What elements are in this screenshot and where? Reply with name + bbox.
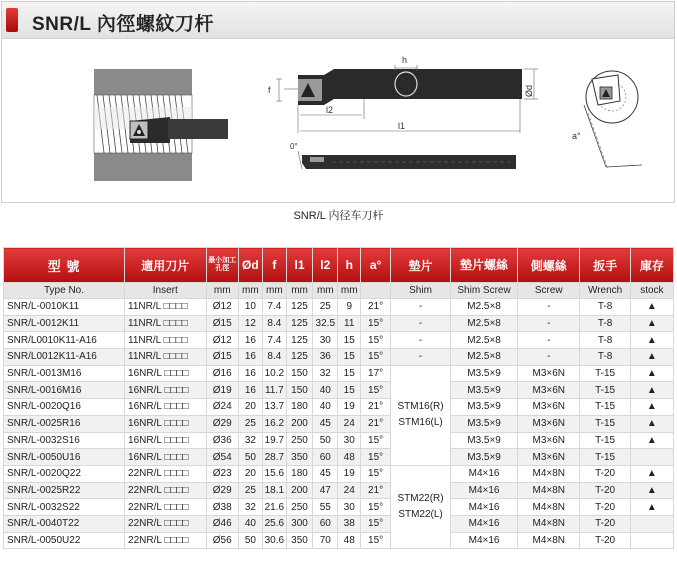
cell-insert: 16NR/L □□□□: [125, 399, 207, 416]
spec-table-body: [4, 299, 674, 549]
h-dim-label: h: [402, 55, 408, 65]
cell-stock: ▲: [630, 465, 673, 482]
cell-screw: M3×6N: [518, 365, 580, 382]
table-row: [4, 315, 674, 332]
cell-shim: -: [391, 349, 451, 366]
cell-d: 10: [238, 299, 262, 316]
a-angle-label: a°: [572, 131, 581, 141]
cell-shimscrew: M3.5×9: [451, 382, 518, 399]
cell-screw: M4×8N: [518, 465, 580, 482]
cell-minbore: Ø29: [206, 415, 238, 432]
col-type-en: Type No.: [4, 283, 125, 299]
product-panel: [1, 1, 675, 203]
cell-d: 16: [238, 332, 262, 349]
cell-wrench: T-8: [580, 299, 630, 316]
col-d-en: mm: [238, 283, 262, 299]
cell-shim: -: [391, 332, 451, 349]
cell-screw: -: [518, 332, 580, 349]
cell-l2: 32: [313, 365, 338, 382]
cell-l2: 60: [313, 515, 338, 532]
cell-minbore: Ø23: [206, 465, 238, 482]
cell-screw: -: [518, 315, 580, 332]
cell-screw: M3×6N: [518, 382, 580, 399]
title-accent-mark: [6, 8, 18, 32]
cell-wrench: T-20: [580, 532, 630, 549]
cell-shimscrew: M2.5×8: [451, 299, 518, 316]
cell-shimscrew: M4×16: [451, 499, 518, 516]
cell-a: 15°: [361, 532, 391, 549]
cell-stock: ▲: [630, 365, 673, 382]
cell-shim: -: [391, 299, 451, 316]
cell-shimscrew: M3.5×9: [451, 399, 518, 416]
d-dim-label: Ød: [524, 84, 534, 97]
cell-minbore: Ø15: [206, 349, 238, 366]
cell-f: 10.2: [262, 365, 286, 382]
cell-screw: -: [518, 349, 580, 366]
cell-type: SNR/L-0010K11: [4, 299, 125, 316]
cell-shimscrew: M2.5×8: [451, 332, 518, 349]
cell-stock: ▲: [630, 399, 673, 416]
cell-insert: 22NR/L □□□□: [125, 465, 207, 482]
cell-f: 8.4: [262, 315, 286, 332]
cell-h: 24: [338, 415, 361, 432]
table-row: [4, 349, 674, 366]
cell-insert: 22NR/L □□□□: [125, 532, 207, 549]
cell-type: SNR/L-0012K11: [4, 315, 125, 332]
end-view: [572, 71, 642, 169]
cell-f: 7.4: [262, 332, 286, 349]
cell-type: SNR/L-0020Q22: [4, 465, 125, 482]
side-view: [268, 55, 538, 133]
cell-wrench: T-15: [580, 449, 630, 466]
cell-insert: 16NR/L □□□□: [125, 382, 207, 399]
cell-l2: 32.5: [313, 315, 338, 332]
header-row-cn: [4, 248, 674, 283]
cell-a: 15°: [361, 382, 391, 399]
col-l2-cn: l2: [313, 248, 338, 283]
drawing-caption: SNR/L 内径车刀杆: [293, 210, 384, 222]
cell-l2: 36: [313, 349, 338, 366]
cell-d: 25: [238, 415, 262, 432]
col-shim-en: Shim: [391, 283, 451, 299]
cell-wrench: T-8: [580, 349, 630, 366]
cell-stock: ▲: [630, 315, 673, 332]
cell-h: 11: [338, 315, 361, 332]
cell-shimscrew: M4×16: [451, 482, 518, 499]
cell-f: 25.6: [262, 515, 286, 532]
cell-l1: 180: [286, 465, 312, 482]
cell-insert: 16NR/L □□□□: [125, 432, 207, 449]
cell-stock: [630, 449, 673, 466]
cell-h: 48: [338, 449, 361, 466]
cell-stock: [630, 532, 673, 549]
cell-shimscrew: M4×16: [451, 465, 518, 482]
cell-l1: 350: [286, 532, 312, 549]
cell-h: 9: [338, 299, 361, 316]
cell-h: 15: [338, 349, 361, 366]
cell-a: 21°: [361, 482, 391, 499]
cell-a: 15°: [361, 515, 391, 532]
cell-insert: 11NR/L □□□□: [125, 332, 207, 349]
cell-h: 15: [338, 382, 361, 399]
cell-stock: ▲: [630, 415, 673, 432]
cell-d: 16: [238, 382, 262, 399]
page-title: SNR/L 內徑螺紋刀杆: [32, 14, 214, 35]
cell-screw: M3×6N: [518, 432, 580, 449]
cell-d: 40: [238, 515, 262, 532]
cell-shimscrew: M3.5×9: [451, 365, 518, 382]
cell-l2: 40: [313, 382, 338, 399]
cell-wrench: T-20: [580, 482, 630, 499]
cell-d: 50: [238, 532, 262, 549]
cell-d: 50: [238, 449, 262, 466]
cell-f: 21.6: [262, 499, 286, 516]
cell-stock: ▲: [630, 482, 673, 499]
shim-group-line: STM16(L): [398, 417, 443, 429]
cell-a: 21°: [361, 415, 391, 432]
cell-wrench: T-15: [580, 382, 630, 399]
cell-minbore: Ø29: [206, 482, 238, 499]
cell-insert: 16NR/L □□□□: [125, 449, 207, 466]
header-row-en: [4, 283, 674, 299]
cell-d: 16: [238, 349, 262, 366]
col-stock-cn: 庫存: [630, 248, 673, 283]
col-f-cn: f: [262, 248, 286, 283]
cell-stock: ▲: [630, 332, 673, 349]
cell-type: SNR/L-0050U16: [4, 449, 125, 466]
cell-a: 15°: [361, 465, 391, 482]
cell-a: 15°: [361, 432, 391, 449]
cell-f: 8.4: [262, 349, 286, 366]
cell-minbore: Ø56: [206, 532, 238, 549]
cell-shimscrew: M3.5×9: [451, 449, 518, 466]
cell-type: SNR/L-0020Q16: [4, 399, 125, 416]
cell-wrench: T-15: [580, 399, 630, 416]
cell-l1: 300: [286, 515, 312, 532]
col-l1-en: mm: [286, 283, 312, 299]
cell-screw: -: [518, 299, 580, 316]
cell-h: 48: [338, 532, 361, 549]
cell-shim: -: [391, 315, 451, 332]
col-screw-cn: 側螺絲: [518, 248, 580, 283]
shim-group-line: STM16(R): [397, 401, 444, 413]
cell-h: 15: [338, 365, 361, 382]
cell-h: 19: [338, 399, 361, 416]
cell-minbore: Ø12: [206, 332, 238, 349]
col-wrench-cn: 扳手: [580, 248, 630, 283]
cell-shimscrew: M2.5×8: [451, 315, 518, 332]
cell-d: 25: [238, 482, 262, 499]
cell-l2: 25: [313, 299, 338, 316]
cell-d: 32: [238, 432, 262, 449]
cell-f: 13.7: [262, 399, 286, 416]
cell-a: 15°: [361, 332, 391, 349]
cell-wrench: T-15: [580, 432, 630, 449]
cell-stock: ▲: [630, 382, 673, 399]
cell-l2: 55: [313, 499, 338, 516]
cell-l1: 350: [286, 449, 312, 466]
table-row: [4, 499, 674, 516]
l1-dim-label: l1: [398, 121, 406, 131]
cell-l1: 200: [286, 415, 312, 432]
cell-l2: 30: [313, 332, 338, 349]
cell-minbore: Ø36: [206, 432, 238, 449]
cell-l1: 200: [286, 482, 312, 499]
technical-drawing: [2, 39, 674, 203]
col-shim-cn: 墊片: [391, 248, 451, 283]
col-a-cn: a°: [361, 248, 391, 283]
cell-l1: 125: [286, 332, 312, 349]
col-insert-en: Insert: [125, 283, 207, 299]
cell-a: 21°: [361, 299, 391, 316]
cell-h: 24: [338, 482, 361, 499]
table-row: [4, 399, 674, 416]
cell-d: 16: [238, 365, 262, 382]
col-minbore-en: mm: [206, 283, 238, 299]
col-shimscrew-en: Shim Screw: [451, 283, 518, 299]
cell-shimscrew: M3.5×9: [451, 432, 518, 449]
cell-shimscrew: M4×16: [451, 515, 518, 532]
cell-minbore: Ø15: [206, 315, 238, 332]
cell-shimscrew: M4×16: [451, 532, 518, 549]
cell-a: 15°: [361, 349, 391, 366]
cell-type: SNR/L-0025R22: [4, 482, 125, 499]
cell-insert: 11NR/L □□□□: [125, 315, 207, 332]
cell-f: 7.4: [262, 299, 286, 316]
cell-stock: ▲: [630, 499, 673, 516]
cell-d: 20: [238, 465, 262, 482]
cell-screw: M3×6N: [518, 449, 580, 466]
col-f-en: mm: [262, 283, 286, 299]
cell-f: 11.7: [262, 382, 286, 399]
cell-wrench: T-15: [580, 365, 630, 382]
col-h-cn: h: [338, 248, 361, 283]
cell-stock: [630, 515, 673, 532]
cell-screw: M4×8N: [518, 515, 580, 532]
cell-screw: M3×6N: [518, 415, 580, 432]
col-l2-en: mm: [313, 283, 338, 299]
cell-type: SNR/L-0050U22: [4, 532, 125, 549]
table-row: [4, 482, 674, 499]
col-d-cn: Ød: [238, 248, 262, 283]
cell-d: 12: [238, 315, 262, 332]
cell-h: 30: [338, 432, 361, 449]
cell-insert: 16NR/L □□□□: [125, 415, 207, 432]
cell-type: SNR/L0012K11-A16: [4, 349, 125, 366]
spec-table: [3, 247, 674, 549]
cell-wrench: T-20: [580, 465, 630, 482]
col-h-en: mm: [338, 283, 361, 299]
cell-f: 30.6: [262, 532, 286, 549]
cell-wrench: T-20: [580, 499, 630, 516]
cell-l2: 60: [313, 449, 338, 466]
cell-type: SNR/L-0013M16: [4, 365, 125, 382]
table-row: [4, 515, 674, 532]
cell-f: 15.6: [262, 465, 286, 482]
col-stock-en: stock: [630, 283, 673, 299]
cell-l2: 40: [313, 399, 338, 416]
cell-l1: 180: [286, 399, 312, 416]
cell-l2: 70: [313, 532, 338, 549]
shim-group-line: STM22(L): [398, 509, 443, 521]
cell-l1: 125: [286, 315, 312, 332]
cell-screw: M4×8N: [518, 499, 580, 516]
cell-h: 30: [338, 499, 361, 516]
col-type-cn: 型 號: [4, 248, 125, 283]
table-row: [4, 382, 674, 399]
cell-insert: 16NR/L □□□□: [125, 365, 207, 382]
f-dim-label: f: [268, 85, 271, 95]
cell-f: 19.7: [262, 432, 286, 449]
table-row: [4, 465, 674, 482]
cell-a: 17°: [361, 365, 391, 382]
cell-insert: 22NR/L □□□□: [125, 482, 207, 499]
cell-d: 32: [238, 499, 262, 516]
cell-minbore: Ø38: [206, 499, 238, 516]
cell-d: 20: [238, 399, 262, 416]
cell-l2: 45: [313, 465, 338, 482]
cell-type: SNR/L0010K11-A16: [4, 332, 125, 349]
cell-l2: 47: [313, 482, 338, 499]
cell-a: 15°: [361, 449, 391, 466]
cell-type: SNR/L-0040T22: [4, 515, 125, 532]
cell-wrench: T-15: [580, 415, 630, 432]
shim-group-line: STM22(R): [397, 493, 444, 505]
cell-minbore: Ø12: [206, 299, 238, 316]
cell-f: 16.2: [262, 415, 286, 432]
cell-screw: M4×8N: [518, 482, 580, 499]
title-bar: [2, 2, 674, 39]
cell-a: 21°: [361, 399, 391, 416]
bore-illustration: [94, 69, 228, 181]
table-row: [4, 415, 674, 432]
cell-minbore: Ø19: [206, 382, 238, 399]
cell-stock: ▲: [630, 432, 673, 449]
cell-type: SNR/L-0032S16: [4, 432, 125, 449]
cell-l2: 50: [313, 432, 338, 449]
cell-minbore: Ø24: [206, 399, 238, 416]
cell-l2: 45: [313, 415, 338, 432]
cell-minbore: Ø16: [206, 365, 238, 382]
cell-a: 15°: [361, 499, 391, 516]
cell-insert: 11NR/L □□□□: [125, 349, 207, 366]
top-view: [290, 142, 516, 169]
col-shimscrew-cn: 墊片螺絲: [451, 248, 518, 283]
cell-wrench: T-8: [580, 332, 630, 349]
cell-minbore: Ø54: [206, 449, 238, 466]
col-minbore-cn: 最小加工孔徑: [206, 248, 238, 283]
cell-type: SNR/L-0032S22: [4, 499, 125, 516]
col-insert-cn: 適用刀片: [125, 248, 207, 283]
cell-screw: M4×8N: [518, 532, 580, 549]
cell-l1: 150: [286, 382, 312, 399]
table-row: [4, 432, 674, 449]
cell-shimscrew: M3.5×9: [451, 415, 518, 432]
col-screw-en: Screw: [518, 283, 580, 299]
cell-insert: 22NR/L □□□□: [125, 515, 207, 532]
cell-wrench: T-20: [580, 515, 630, 532]
cell-l1: 150: [286, 365, 312, 382]
table-row: [4, 299, 674, 316]
cell-insert: 22NR/L □□□□: [125, 499, 207, 516]
table-row: [4, 532, 674, 549]
cell-stock: ▲: [630, 299, 673, 316]
cell-insert: 11NR/L □□□□: [125, 299, 207, 316]
cell-a: 15°: [361, 315, 391, 332]
cell-shimscrew: M2.5×8: [451, 349, 518, 366]
cell-h: 19: [338, 465, 361, 482]
cell-f: 28.7: [262, 449, 286, 466]
cell-shim-group: [391, 465, 451, 548]
l2-dim-label: l2: [326, 105, 334, 115]
cell-stock: ▲: [630, 349, 673, 366]
zero-angle-label: 0°: [290, 142, 298, 151]
cell-f: 18.1: [262, 482, 286, 499]
cell-l1: 125: [286, 299, 312, 316]
table-row: [4, 332, 674, 349]
table-row: [4, 365, 674, 382]
cell-l1: 250: [286, 499, 312, 516]
cell-screw: M3×6N: [518, 399, 580, 416]
cell-h: 38: [338, 515, 361, 532]
cell-shim-group: [391, 365, 451, 465]
cell-type: SNR/L-0025R16: [4, 415, 125, 432]
cell-l1: 250: [286, 432, 312, 449]
cell-wrench: T-8: [580, 315, 630, 332]
cell-h: 15: [338, 332, 361, 349]
cell-minbore: Ø46: [206, 515, 238, 532]
table-row: [4, 449, 674, 466]
col-wrench-en: Wrench: [580, 283, 630, 299]
col-a-en: [361, 283, 391, 299]
col-l1-cn: l1: [286, 248, 312, 283]
cell-l1: 125: [286, 349, 312, 366]
cell-type: SNR/L-0016M16: [4, 382, 125, 399]
